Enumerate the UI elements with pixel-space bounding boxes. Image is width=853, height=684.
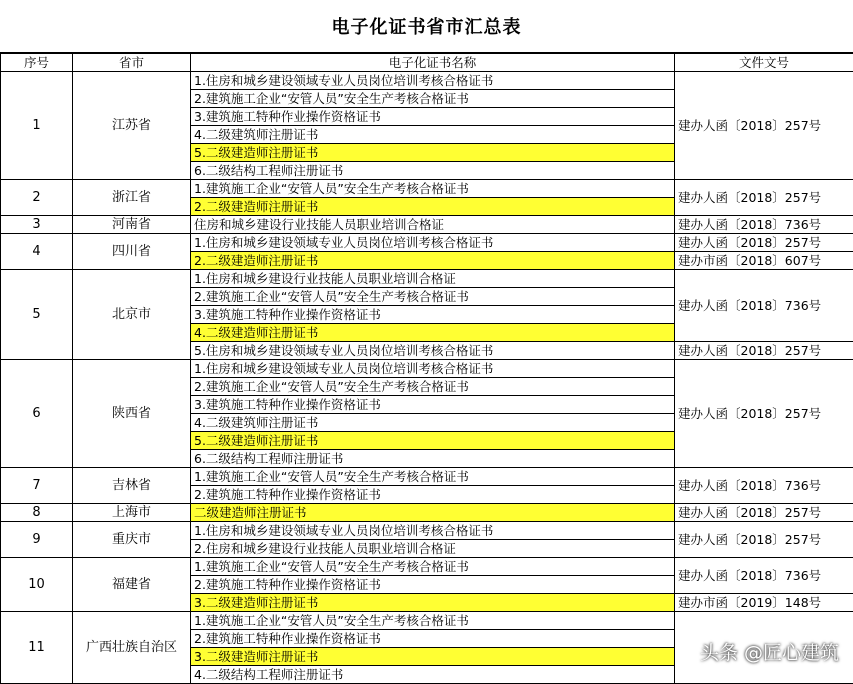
cert-name: 1.住房和城乡建设领域专业人员岗位培训考核合格证书	[191, 234, 675, 252]
row-index: 8	[1, 504, 73, 522]
row-index: 9	[1, 522, 73, 558]
cert-name: 4.二级建筑师注册证书	[191, 126, 675, 144]
cert-name-highlighted: 5.二级建造师注册证书	[191, 432, 675, 450]
summary-table	[0, 53, 853, 684]
header-cert-name: 电子化证书名称	[191, 54, 675, 72]
cert-name: 1.建筑施工企业“安管人员”安全生产考核合格证书	[191, 558, 675, 576]
header-index: 序号	[1, 54, 73, 72]
cert-name: 2.建筑施工特种作业操作资格证书	[191, 576, 675, 594]
doc-number: 建办市函〔2018〕607号	[675, 252, 853, 270]
cert-name: 1.住房和城乡建设领域专业人员岗位培训考核合格证书	[191, 360, 675, 378]
province-cell: 重庆市	[73, 522, 191, 558]
table-row	[1, 72, 853, 90]
cert-name: 4.二级建筑师注册证书	[191, 414, 675, 432]
cert-name: 3.建筑施工特种作业操作资格证书	[191, 306, 675, 324]
row-index: 7	[1, 468, 73, 504]
watermark: 头条 @匠心建筑	[700, 638, 839, 665]
cert-name-highlighted: 5.二级建造师注册证书	[191, 144, 675, 162]
cert-name-highlighted: 4.二级建造师注册证书	[191, 324, 675, 342]
province-cell: 上海市	[73, 504, 191, 522]
province-cell: 江苏省	[73, 72, 191, 180]
cert-name: 5.住房和城乡建设领域专业人员岗位培训考核合格证书	[191, 342, 675, 360]
cert-name: 1.建筑施工企业“安管人员”安全生产考核合格证书	[191, 180, 675, 198]
cert-name: 1.建筑施工企业“安管人员”安全生产考核合格证书	[191, 468, 675, 486]
doc-number: 建办人函〔2018〕736号	[675, 216, 853, 234]
header-province: 省市	[73, 54, 191, 72]
doc-number	[675, 612, 853, 684]
doc-number: 建办人函〔2018〕257号	[675, 522, 853, 558]
table-row	[1, 612, 853, 630]
row-index: 10	[1, 558, 73, 612]
province-cell: 北京市	[73, 270, 191, 360]
province-cell: 陕西省	[73, 360, 191, 468]
province-cell: 四川省	[73, 234, 191, 270]
row-index: 5	[1, 270, 73, 360]
table-row	[1, 216, 853, 234]
table-row	[1, 468, 853, 486]
row-index: 3	[1, 216, 73, 234]
cert-name: 1.建筑施工企业“安管人员”安全生产考核合格证书	[191, 612, 675, 630]
cert-name-highlighted: 2.二级建造师注册证书	[191, 198, 675, 216]
table-row	[1, 504, 853, 522]
province-cell: 广西壮族自治区	[73, 612, 191, 684]
province-cell: 河南省	[73, 216, 191, 234]
row-index: 1	[1, 72, 73, 180]
table-row	[1, 522, 853, 540]
cert-name: 2.建筑施工特种作业操作资格证书	[191, 630, 675, 648]
doc-number: 建办人函〔2018〕257号	[675, 72, 853, 180]
table-row	[1, 360, 853, 378]
table-row	[1, 270, 853, 288]
row-index: 2	[1, 180, 73, 216]
cert-name-highlighted: 3.二级建造师注册证书	[191, 648, 675, 666]
doc-number: 建办人函〔2018〕736号	[675, 558, 853, 594]
cert-name: 2.住房和城乡建设行业技能人员职业培训合格证	[191, 540, 675, 558]
cert-name: 住房和城乡建设行业技能人员职业培训合格证	[191, 216, 675, 234]
cert-name: 2.建筑施工企业“安管人员”安全生产考核合格证书	[191, 288, 675, 306]
cert-name: 1.住房和城乡建设领域专业人员岗位培训考核合格证书	[191, 72, 675, 90]
doc-number: 建办人函〔2018〕257号	[675, 342, 853, 360]
table-row	[1, 234, 853, 252]
table-row	[1, 558, 853, 576]
cert-name: 1.住房和城乡建设领域专业人员岗位培训考核合格证书	[191, 522, 675, 540]
header-doc-number: 文件文号	[675, 54, 853, 72]
row-index: 4	[1, 234, 73, 270]
doc-number: 建办人函〔2018〕257号	[675, 360, 853, 468]
cert-name: 2.建筑施工企业“安管人员”安全生产考核合格证书	[191, 378, 675, 396]
cert-name: 3.建筑施工特种作业操作资格证书	[191, 396, 675, 414]
province-cell: 吉林省	[73, 468, 191, 504]
doc-number: 建办人函〔2018〕257号	[675, 180, 853, 216]
doc-number: 建办人函〔2018〕257号	[675, 234, 853, 252]
cert-name: 4.二级结构工程师注册证书	[191, 666, 675, 684]
province-cell: 浙江省	[73, 180, 191, 216]
cert-name: 6.二级结构工程师注册证书	[191, 450, 675, 468]
page-title: 电子化证书省市汇总表	[0, 0, 853, 53]
row-index: 6	[1, 360, 73, 468]
table-body	[1, 72, 853, 684]
cert-name: 3.建筑施工特种作业操作资格证书	[191, 108, 675, 126]
cert-name-highlighted: 2.二级建造师注册证书	[191, 252, 675, 270]
row-index: 11	[1, 612, 73, 684]
doc-number: 建办人函〔2018〕736号	[675, 468, 853, 504]
table-row	[1, 180, 853, 198]
cert-name-highlighted: 二级建造师注册证书	[191, 504, 675, 522]
doc-number: 建办人函〔2018〕736号	[675, 270, 853, 342]
cert-name: 2.建筑施工企业“安管人员”安全生产考核合格证书	[191, 90, 675, 108]
doc-number: 建办人函〔2018〕257号	[675, 504, 853, 522]
doc-number: 建办市函〔2019〕148号	[675, 594, 853, 612]
cert-name-highlighted: 3.二级建造师注册证书	[191, 594, 675, 612]
cert-name: 1.住房和城乡建设行业技能人员职业培训合格证	[191, 270, 675, 288]
province-cell: 福建省	[73, 558, 191, 612]
header-row	[1, 54, 853, 72]
cert-name: 6.二级结构工程师注册证书	[191, 162, 675, 180]
cert-name: 2.建筑施工特种作业操作资格证书	[191, 486, 675, 504]
